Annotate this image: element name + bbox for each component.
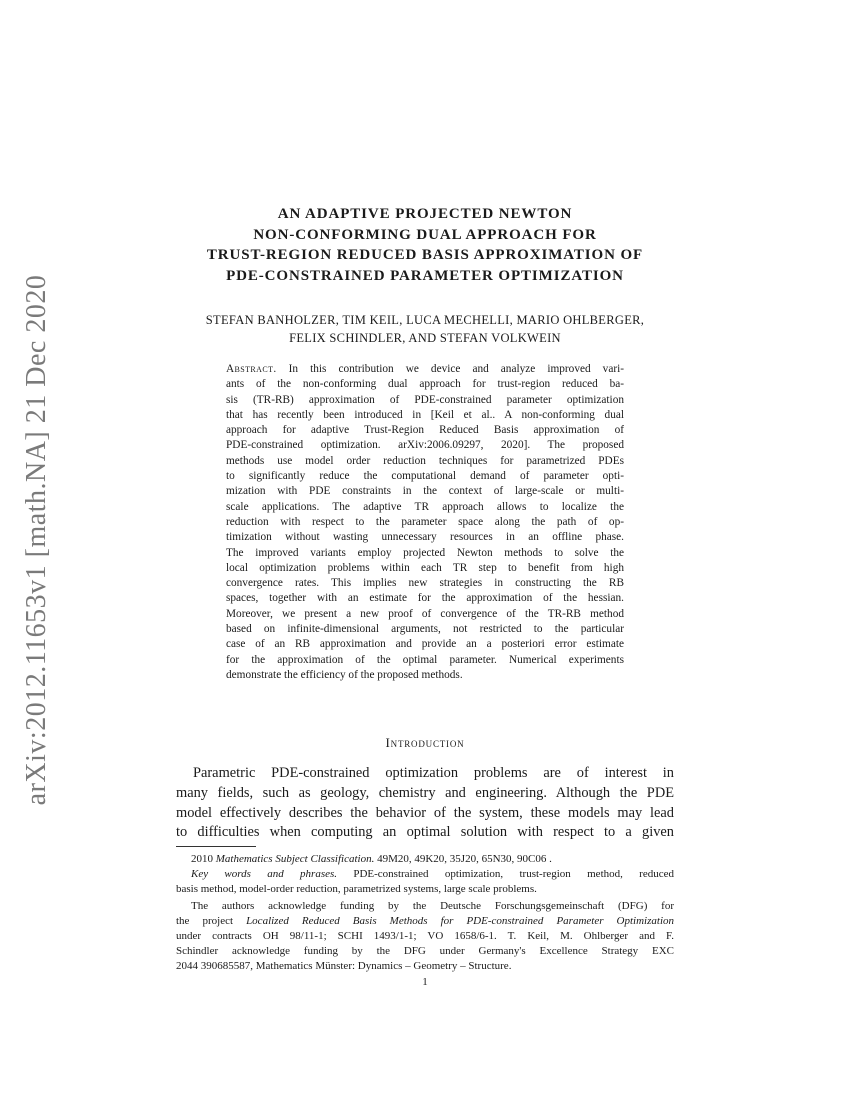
abstract-line: ants of the non-conforming dual approach for trust-region reduced ba- [226, 378, 624, 391]
abstract-line: Moreover, we present a new proof of convergence of the TR-RB method [226, 607, 624, 620]
title-line: NON-CONFORMING DUAL APPROACH FOR [253, 226, 597, 243]
msc-year: 2010 [191, 853, 216, 865]
intro-line: Parametric PDE-constrained optimization problems are of interest in [193, 765, 674, 781]
abstract-first-line: In this contribution we device and analyze improved vari- [276, 363, 624, 375]
title-line: TRUST-REGION REDUCED BASIS APPROXIMATION OF [206, 247, 644, 263]
page-number: 1 [422, 976, 428, 988]
author-list [160, 311, 690, 347]
acknowledgment-line: Schindler acknowledge funding by the DFG under Germany's Excellence Strategy EXC [176, 945, 674, 958]
abstract-line: convergence rates. This implies new strategies in constructing the RB [226, 577, 624, 590]
abstract-line [226, 362, 624, 377]
abstract-line: timization without wasting unnecessary resources in an offline phase. [226, 531, 624, 544]
abstract-line: demonstrate the efficiency of the proposed methods. [226, 668, 463, 681]
abstract-line: mization with PDE constraints in the context of large-scale or multi- [226, 485, 624, 498]
abstract-line: sis (TR-RB) approximation of PDE-constrained parameter optimization [226, 393, 624, 406]
authors-line: STEFAN BANHOLZER, TIM KEIL, LUCA MECHELLI, MARIO OHLBERGER, [205, 313, 645, 327]
keywords-text: PDE-constrained optimization, trust-region method, reduced [337, 868, 674, 881]
keywords-line: basis method, model-order reduction, parametrized systems, large scale problems. [176, 883, 537, 896]
msc-codes: 49M20, 49K20, 35J20, 65N30, 90C06 . [374, 853, 552, 865]
intro-line: many fields, such as geology, chemistry and engineering. Although the PDE [176, 784, 674, 801]
msc-label: Mathematics Subject Classification. [215, 853, 375, 865]
keywords-label: Key words and phrases. [191, 868, 338, 881]
arxiv-identifier: arXiv:2012.11653v1 [math.NA] 21 Dec 2020 [21, 274, 52, 806]
acknowledgment-line: 2044 390685587, Mathematics Münster: Dynamics – Geometry – Structure. [176, 960, 512, 973]
intro-line: model effectively describes the behavior of the system, these models may lead [176, 804, 674, 821]
abstract-line: methods use model order reduction techniques for parametrized PDEs [226, 454, 624, 467]
paper-title [160, 204, 690, 286]
abstract-line: that has recently been introduced in [Keil et al.. A non-conforming dual [226, 408, 624, 421]
keywords-footnote [176, 867, 674, 882]
abstract-line: reduction with respect to the parameter space along the path of op- [226, 515, 624, 528]
abstract [226, 362, 624, 683]
abstract-line: approach for adaptive Trust-Region Reduced Basis approximation of [226, 424, 624, 437]
title-line: AN ADAPTIVE PROJECTED NEWTON [277, 206, 573, 222]
abstract-line: local optimization problems within each TR step to benefit from high [226, 561, 624, 574]
section-heading-introduction: Introduction [385, 735, 465, 750]
abstract-line: based on infinite-dimensional arguments, not restricted to the particular [226, 623, 624, 636]
ack-prefix: the project [176, 914, 247, 927]
msc-footnote [176, 852, 674, 867]
abstract-line: PDE-constrained optimization. arXiv:2006.09297, 2020]. The proposed [226, 439, 624, 452]
arxiv-side-stamp [12, 270, 62, 810]
intro-line: to difficulties when computing an optimal solution with respect to a given [176, 824, 674, 841]
acknowledgment-line: under contracts OH 98/11-1; SCHI 1493/1-1; VO 1658/6-1. T. Keil, M. Ohlberger and F. [176, 929, 674, 942]
abstract-line: for the approximation of the optimal parameter. Numerical experiments [226, 653, 624, 666]
abstract-line: case of an RB approximation and provide an a posteriori error estimate [226, 638, 624, 651]
acknowledgment-line: The authors acknowledge funding by the Deutsche Forschungsgemeinschaft (DFG) for [191, 899, 674, 912]
project-title: Localized Reduced Basis Methods for PDE-constrained Parameter Optimization [246, 914, 674, 927]
abstract-label: Abstract. [226, 363, 277, 375]
footnotes [176, 852, 674, 975]
abstract-line: spaces, together with an estimate for the approximation of the hessian. [226, 592, 624, 605]
title-line: PDE-CONSTRAINED PARAMETER OPTIMIZATION [226, 267, 624, 284]
introduction-paragraph [176, 764, 674, 843]
abstract-line: to significantly reduce the computational demand of parameter opti- [226, 470, 624, 483]
abstract-line: scale applications. The adaptive TR approach allows to localize the [226, 500, 624, 513]
authors-line: FELIX SCHINDLER, AND STEFAN VOLKWEIN [289, 331, 561, 345]
footnote-rule [176, 846, 256, 847]
abstract-line: The improved variants employ projected Newton methods to solve the [226, 546, 624, 559]
acknowledgment-line [176, 914, 674, 929]
